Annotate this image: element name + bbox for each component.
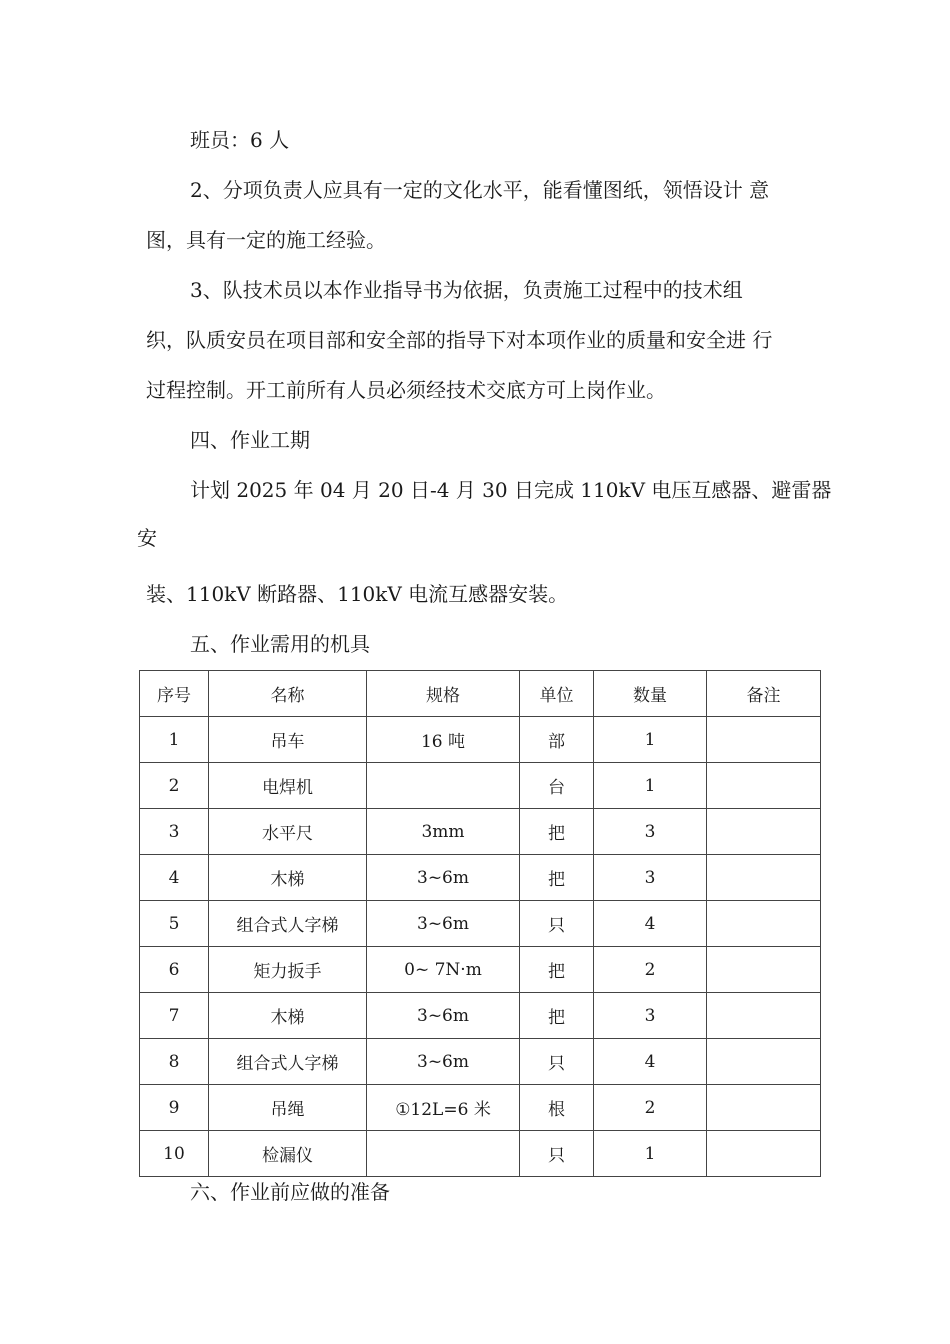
header-remark: 备注	[707, 671, 821, 717]
table-row	[140, 1039, 821, 1085]
cell-spec: ①12L=6 米	[367, 1085, 520, 1131]
section-6-heading: 六、作业前应做的准备	[190, 1180, 390, 1204]
cell-quantity: 1	[594, 763, 707, 809]
paragraph-3-line-2: 织，队质安员在项目部和安全部的指导下对本项作业的质量和安全进 行	[146, 328, 773, 352]
cell-spec: 16 吨	[367, 717, 520, 763]
cell-spec: 0~ 7N·m	[367, 947, 520, 993]
cell-unit: 根	[520, 1085, 594, 1131]
cell-remark	[707, 809, 821, 855]
header-quantity: 数量	[594, 671, 707, 717]
cell-quantity: 1	[594, 717, 707, 763]
cell-remark	[707, 717, 821, 763]
table-row	[140, 947, 821, 993]
cell-index: 4	[140, 855, 209, 901]
cell-unit: 只	[520, 901, 594, 947]
cell-index: 7	[140, 993, 209, 1039]
table-row	[140, 717, 821, 763]
cell-quantity: 2	[594, 1085, 707, 1131]
cell-spec: 3mm	[367, 809, 520, 855]
table-header-row	[140, 671, 821, 717]
cell-quantity: 1	[594, 1131, 707, 1177]
cell-name: 矩力扳手	[209, 947, 367, 993]
paragraph-2-line-2: 图，具有一定的施工经验。	[146, 228, 386, 252]
cell-name: 吊车	[209, 717, 367, 763]
header-unit: 单位	[520, 671, 594, 717]
cell-index: 10	[140, 1131, 209, 1177]
cell-spec	[367, 763, 520, 809]
cell-unit: 部	[520, 717, 594, 763]
cell-remark	[707, 901, 821, 947]
section-4-heading: 四、作业工期	[190, 428, 310, 452]
cell-index: 1	[140, 717, 209, 763]
cell-remark	[707, 993, 821, 1039]
cell-name: 电焊机	[209, 763, 367, 809]
cell-quantity: 3	[594, 993, 707, 1039]
cell-remark	[707, 763, 821, 809]
cell-remark	[707, 855, 821, 901]
cell-spec: 3~6m	[367, 901, 520, 947]
paragraph-2-line-1: 2、分项负责人应具有一定的文化水平，能看懂图纸，领悟设计 意	[190, 178, 770, 202]
cell-spec: 3~6m	[367, 1039, 520, 1085]
cell-unit: 把	[520, 855, 594, 901]
cell-remark	[707, 1039, 821, 1085]
cell-index: 5	[140, 901, 209, 947]
table-row	[140, 993, 821, 1039]
table-row	[140, 763, 821, 809]
cell-index: 8	[140, 1039, 209, 1085]
cell-remark	[707, 947, 821, 993]
cell-name: 组合式人字梯	[209, 1039, 367, 1085]
header-name: 名称	[209, 671, 367, 717]
cell-remark	[707, 1131, 821, 1177]
cell-quantity: 2	[594, 947, 707, 993]
cell-unit: 只	[520, 1039, 594, 1085]
cell-name: 木梯	[209, 855, 367, 901]
cell-name: 检漏仪	[209, 1131, 367, 1177]
cell-name: 吊绳	[209, 1085, 367, 1131]
paragraph-3-line-3: 过程控制。开工前所有人员必须经技术交底方可上岗作业。	[146, 378, 666, 402]
cell-spec: 3~6m	[367, 993, 520, 1039]
cell-unit: 只	[520, 1131, 594, 1177]
cell-name: 组合式人字梯	[209, 901, 367, 947]
table-row	[140, 1131, 821, 1177]
cell-index: 2	[140, 763, 209, 809]
cell-spec: 3~6m	[367, 855, 520, 901]
cell-quantity: 3	[594, 809, 707, 855]
header-index: 序号	[140, 671, 209, 717]
section-5-heading: 五、作业需用的机具	[190, 632, 370, 656]
paragraph-3-line-1: 3、队技术员以本作业指导书为依据，负责施工过程中的技术组	[190, 278, 743, 302]
paragraph-4-line-1: 计划 2025 年 04 月 20 日-4 月 30 日完成 110kV 电压互感器、避雷器	[190, 478, 832, 502]
cell-name: 水平尺	[209, 809, 367, 855]
table-row	[140, 901, 821, 947]
header-spec: 规格	[367, 671, 520, 717]
cell-remark	[707, 1085, 821, 1131]
cell-unit: 把	[520, 809, 594, 855]
paragraph-4-line-3: 装、110kV 断路器、110kV 电流互感器安装。	[146, 582, 569, 606]
staff-count-text: 班员：6 人	[190, 128, 290, 152]
cell-unit: 把	[520, 947, 594, 993]
table-row	[140, 1085, 821, 1131]
cell-unit: 台	[520, 763, 594, 809]
cell-quantity: 4	[594, 1039, 707, 1085]
cell-index: 3	[140, 809, 209, 855]
cell-quantity: 4	[594, 901, 707, 947]
cell-quantity: 3	[594, 855, 707, 901]
cell-index: 9	[140, 1085, 209, 1131]
cell-name: 木梯	[209, 993, 367, 1039]
paragraph-4-line-2: 安	[137, 526, 157, 550]
table-row	[140, 809, 821, 855]
table-row	[140, 855, 821, 901]
tools-table	[139, 670, 821, 1177]
cell-spec	[367, 1131, 520, 1177]
cell-index: 6	[140, 947, 209, 993]
cell-unit: 把	[520, 993, 594, 1039]
